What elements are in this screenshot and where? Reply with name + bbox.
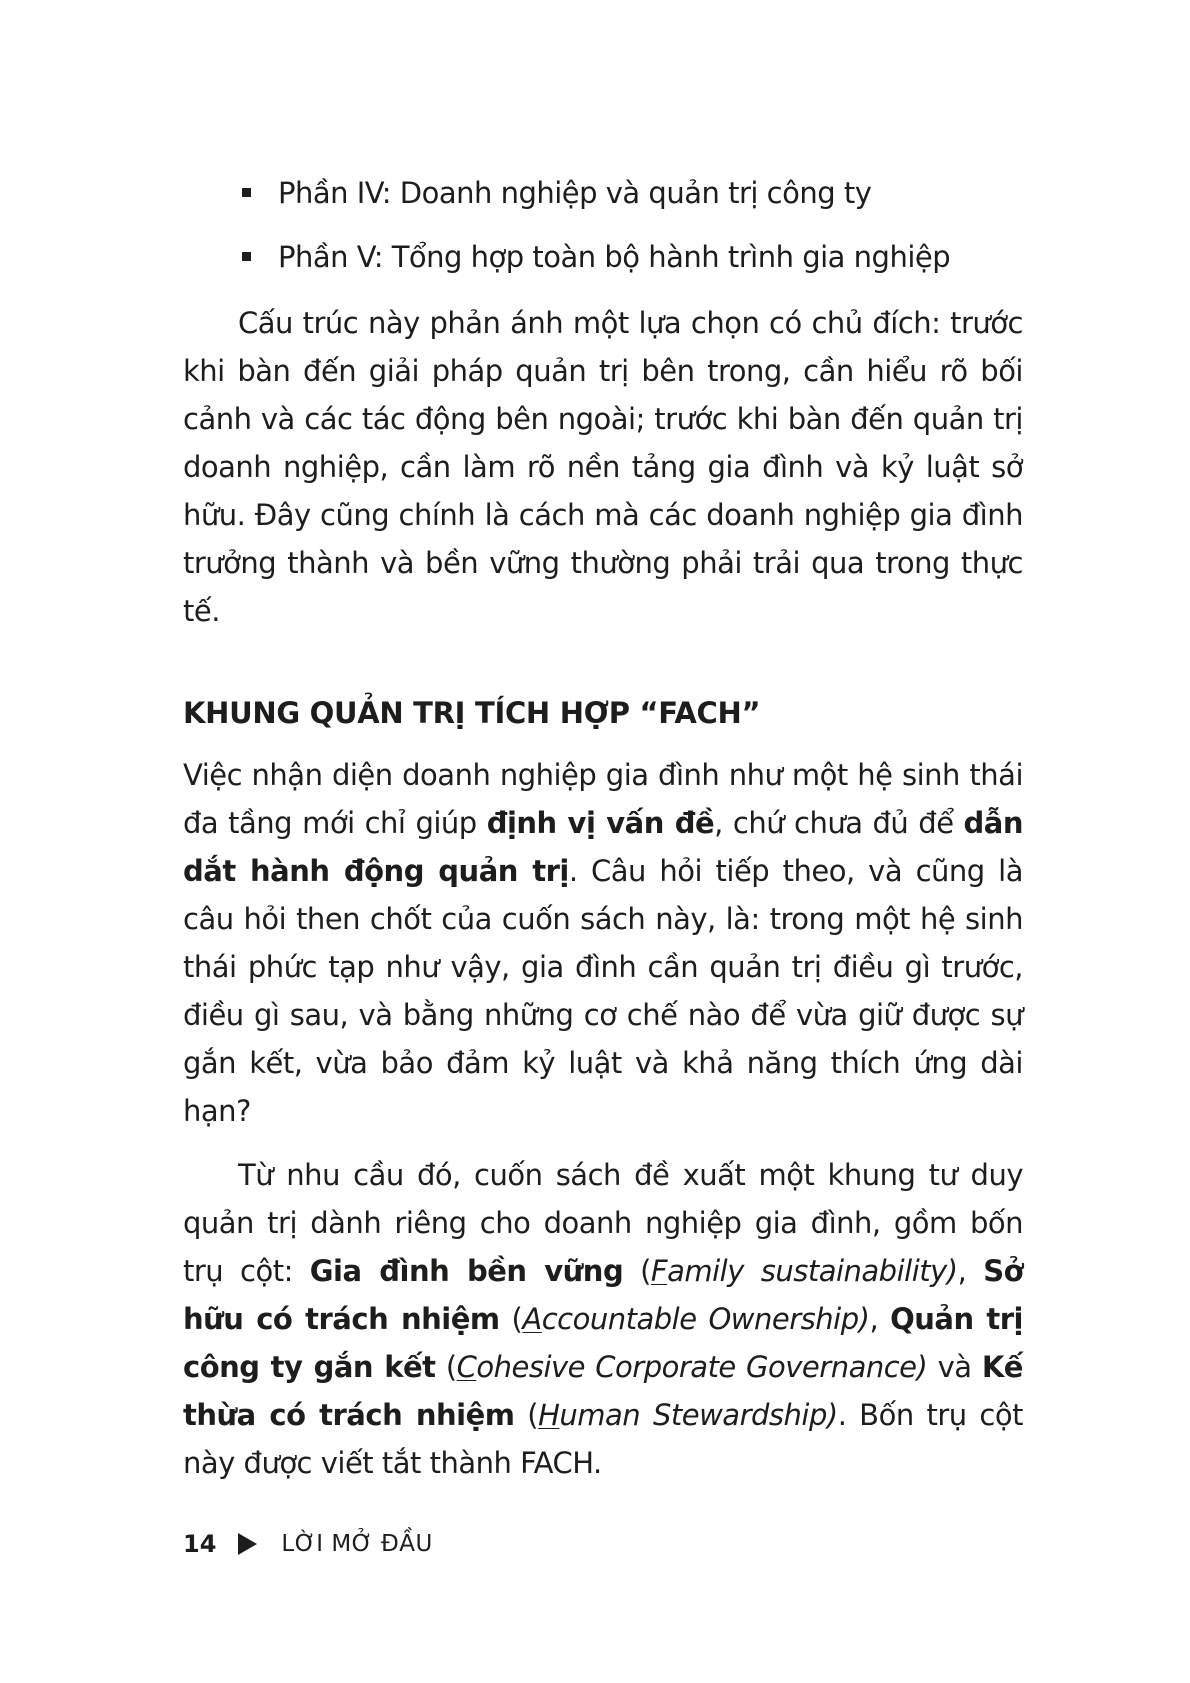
paragraph-fach-intro — [183, 751, 1023, 1135]
pillar-name: Sở hữu có trách nhiệm — [183, 1254, 1023, 1336]
square-bullet-icon — [242, 252, 251, 261]
text-run: amily sustainability) — [667, 1254, 958, 1288]
acronym-letter: C — [456, 1350, 477, 1384]
pillar-english — [651, 1254, 958, 1288]
text-run: , chứ chưa đủ để — [714, 806, 964, 840]
bullet-item — [183, 173, 1023, 213]
pillar-name: Kế thừa có trách nhiệm — [183, 1350, 1023, 1432]
text-run: Từ nhu cầu đó, cuốn sách đề xuất một khung tư duy quản trị dành riêng cho doanh nghiệp gia đình, gồm bốn trụ cột: — [183, 1158, 1023, 1288]
bullet-text: Phần V: Tổng hợp toàn bộ hành trình gia nghiệp — [278, 240, 951, 274]
pillar-english — [538, 1398, 838, 1432]
chapter-label: LỜI MỞ ĐẦU — [281, 1531, 433, 1557]
paragraph-structure: Cấu trúc này phản ánh một lựa chọn có chủ đích: trước khi bàn đến giải pháp quản trị bên trong, cần hiểu rõ bối cảnh và các tác động bên ngoài; trước khi bàn đến quản trị doanh nghiệp, cần làm rõ nền tảng gia đình và kỷ luật sở hữu. Đây cũng chính là cách mà các doanh nghiệp gia đình trưởng thành và bền vững thường phải trải qua trong thực tế. — [183, 306, 1023, 628]
acronym-letter: H — [538, 1398, 560, 1432]
pillar-english — [522, 1302, 869, 1336]
page-number: 14 — [183, 1530, 217, 1558]
acronym-letter: F — [650, 1254, 668, 1288]
pillar-english — [457, 1350, 928, 1384]
paragraph-fach-pillars — [183, 1151, 1023, 1487]
text-run: . Câu hỏi tiếp theo, và cũng là câu hỏi then chốt của cuốn sách này, là: trong một hệ sinh thái phức tạp như vậy, gia đình cần quản trị điều gì trước, điều gì sau, và bằng những cơ chế nào để vừa giữ được sự gắn kết, vừa bảo đảm kỷ luật và khả năng thích ứng dài hạn? — [183, 854, 1023, 1128]
text-run: . Bốn trụ cột này được viết tắt thành FACH. — [183, 1398, 1023, 1480]
bullet-item — [183, 237, 1023, 277]
emphasis-text: định vị vấn đề — [486, 806, 715, 840]
text-run: ( — [499, 1302, 523, 1336]
page-footer — [183, 1527, 433, 1561]
bullet-text: Phần IV: Doanh nghiệp và quản trị công ty — [278, 176, 872, 210]
text-run: ohesive Corporate Governance) — [476, 1350, 928, 1384]
text-run: , — [869, 1302, 891, 1336]
square-bullet-icon — [242, 188, 251, 197]
section-heading: KHUNG QUẢN TRỊ TÍCH HỢP “FACH” — [183, 696, 761, 730]
text-run: ccountable Ownership) — [541, 1302, 870, 1336]
page-content — [183, 173, 1023, 1487]
text-run: Việc nhận diện doanh nghiệp gia đình như một hệ sinh thái đa tầng mới chỉ giúp — [183, 758, 1023, 840]
text-run: ( — [435, 1350, 457, 1384]
bullet-list — [183, 173, 1023, 277]
pillar-name: Gia đình bền vững — [309, 1254, 624, 1288]
text-run: uman Stewardship) — [559, 1398, 838, 1432]
text-run: ( — [623, 1254, 651, 1288]
text-run: và — [927, 1350, 982, 1384]
play-arrow-icon — [238, 1533, 257, 1555]
emphasis-text: dẫn dắt hành động quản trị — [183, 806, 1023, 888]
text-run: ( — [514, 1398, 539, 1432]
acronym-letter: A — [522, 1302, 542, 1336]
pillar-name: Quản trị công ty gắn kết — [183, 1302, 1023, 1384]
text-run: , — [957, 1254, 984, 1288]
